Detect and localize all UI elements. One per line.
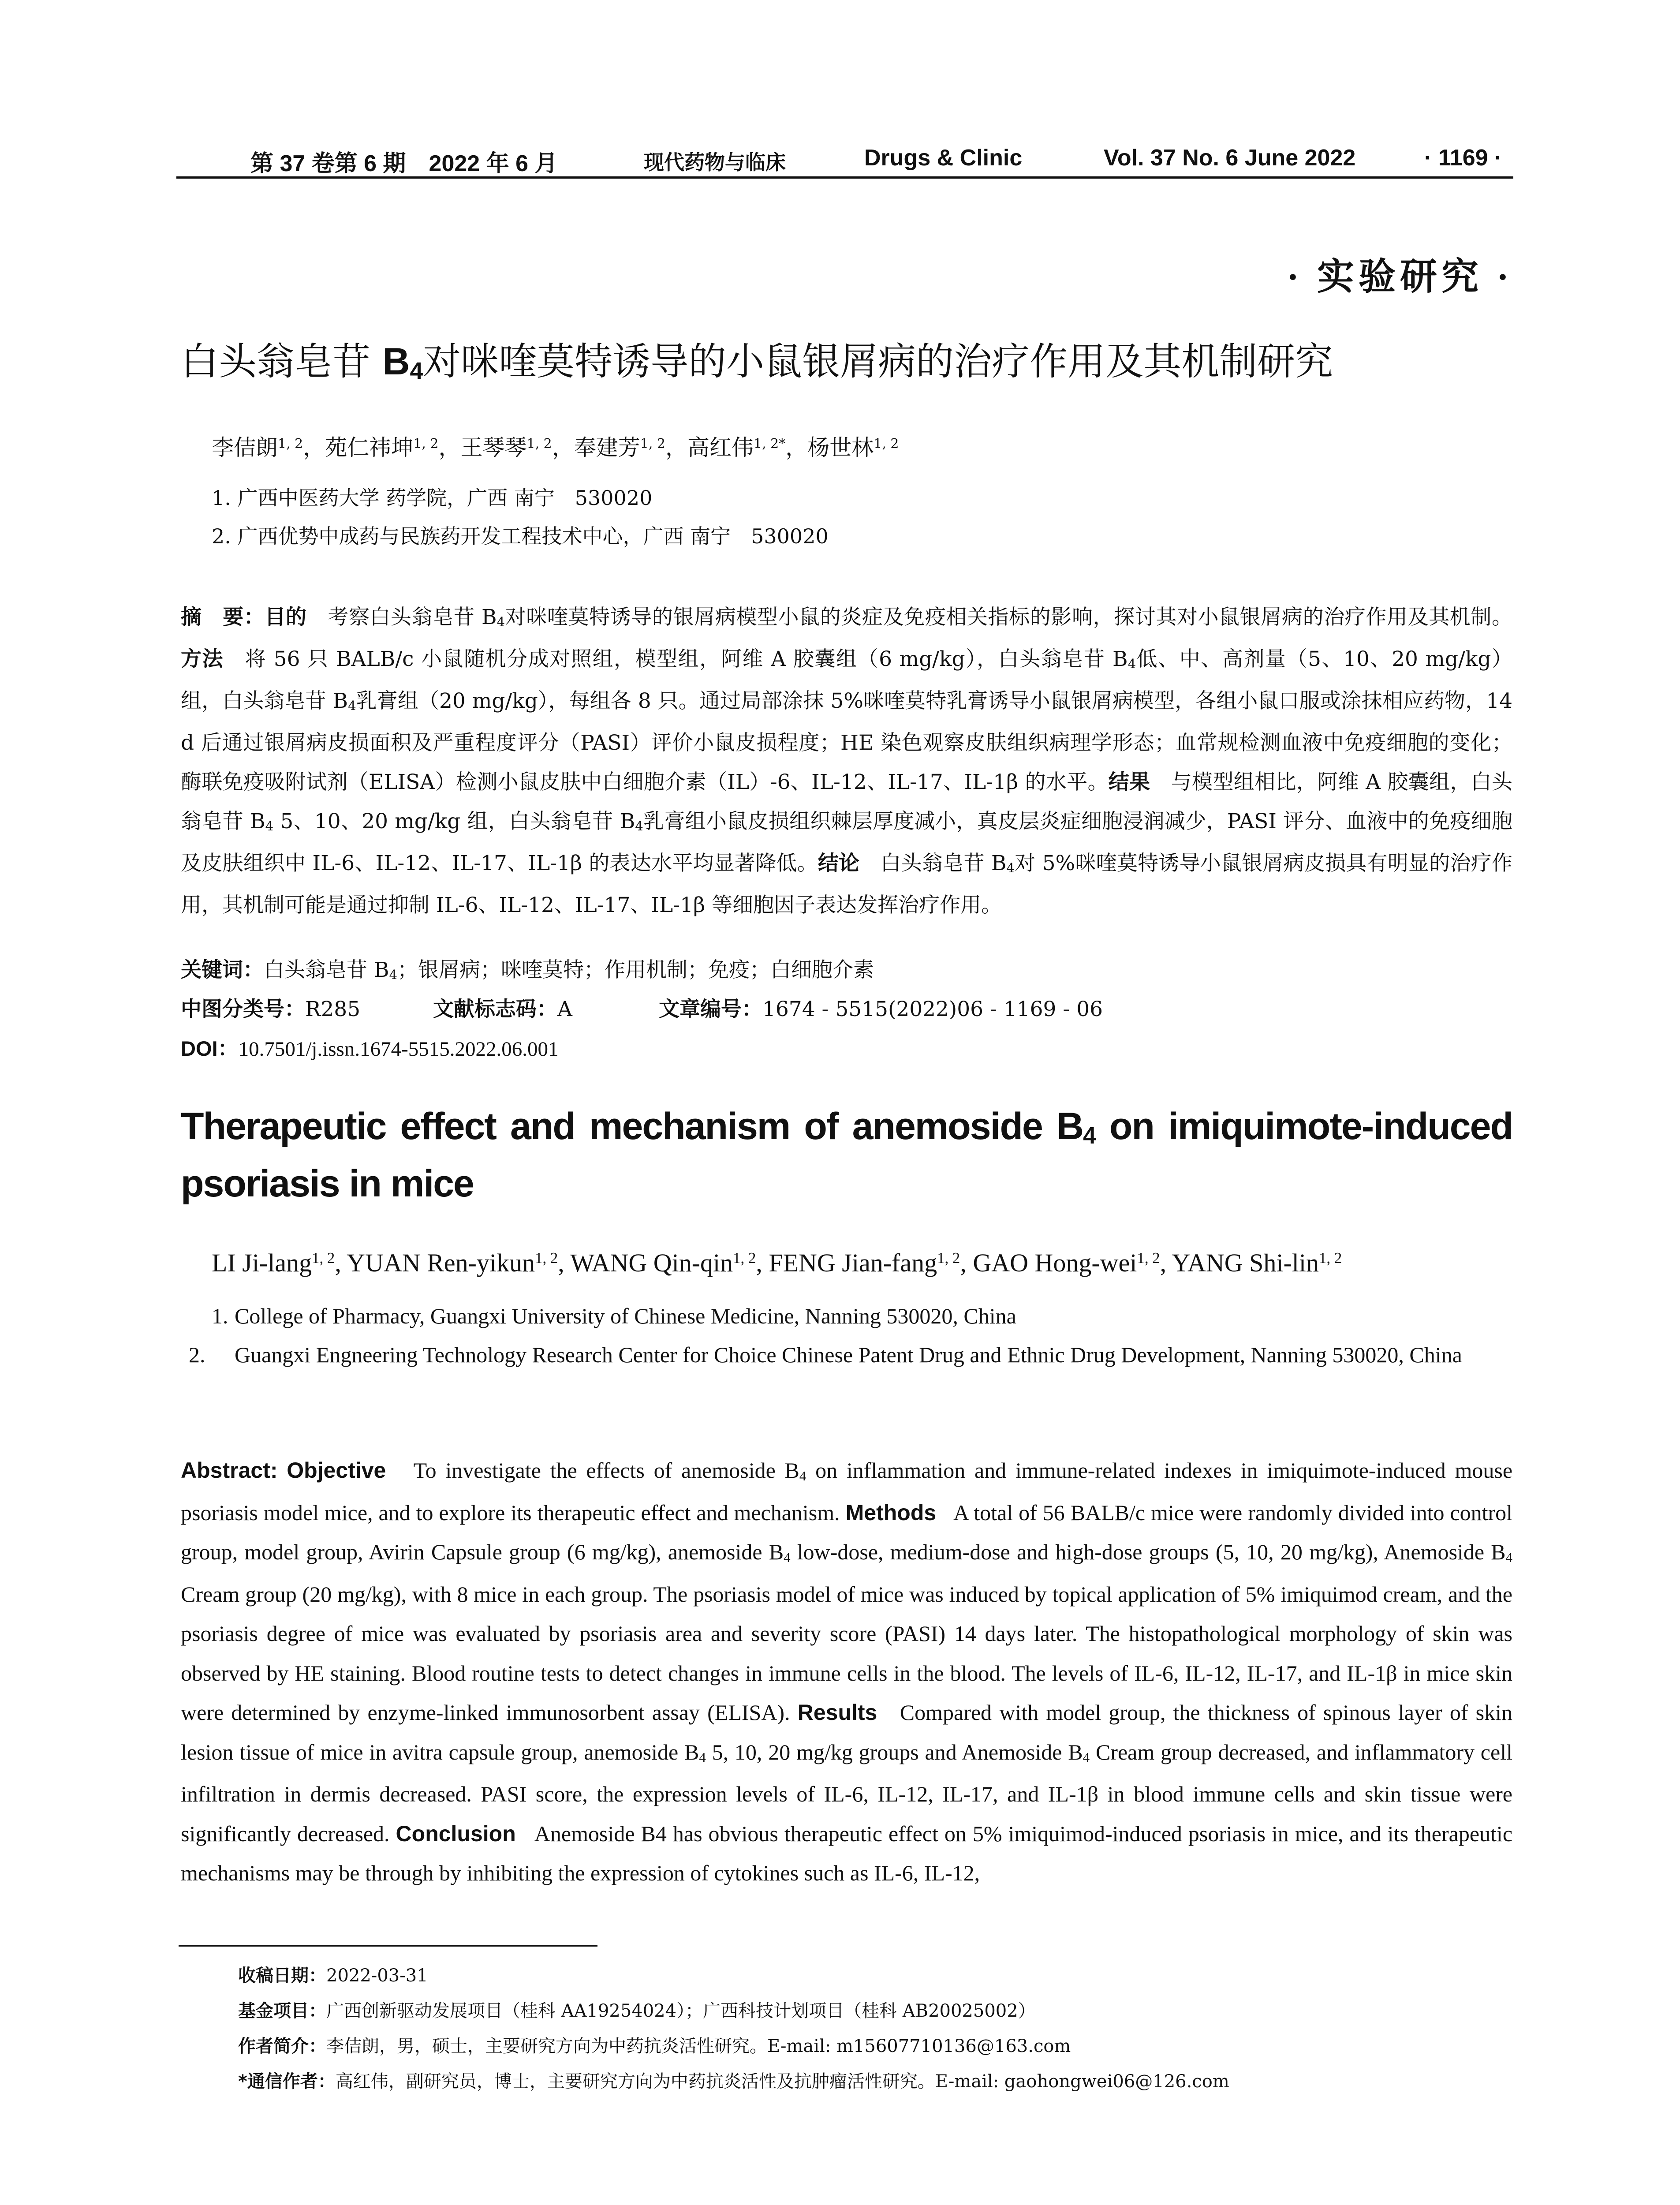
doi-link[interactable]: 10.7501/j.issn.1674-5515.2022.06.001 [238,1038,559,1061]
footnote-corresponding: *通信作者：高红伟，副研究员，博士，主要研究方向为中药抗炎活性及抗肿瘤活性研究。E-mail: gaohongwei06@126.com [238,2071,1229,2092]
author-en-3: WANG Qin-qin$^{1, 2}$, [570,1248,769,1277]
author-cn-5: 高红伟$^{1, 2*}$， [687,435,808,460]
footnote-funding: 基金项目：广西创新驱动发展项目（桂科 AA19254024）；广西科技计划项目（桂科 AB20025002） [238,2001,1036,2021]
author-en-2: YUAN Ren-yikun$^{1, 2}$, [347,1248,571,1277]
affiliation-cn-1: 1. 广西中医药大学 药学院，广西 南宁 530020 [212,486,653,510]
journal-name-en: Drugs & Clinic [864,145,1023,171]
running-header [176,140,1513,180]
footnote-author-bio: 作者简介：李佶朗，男，硕士，主要研究方向为中药抗炎活性研究。E-mail: m15607710136@163.com [238,2036,1071,2056]
author-en-4: FENG Jian-fang$^{1, 2}$, [769,1248,973,1277]
footnote-received: 收稿日期：2022-03-31 [238,1966,428,1986]
author-cn-3: 王琴琴$^{1, 2}$， [460,435,574,460]
issue-cn: 第 37 卷第 6 期 2022 年 6 月 [250,151,558,176]
authors-en [212,1248,1342,1278]
author-en-5: GAO Hong-wei$^{1, 2}$, [973,1248,1172,1277]
abstract-cn: 摘 要：目的 考察白头翁皂苷 $B_4$对咪喹莫特诱导的银屑病模型小鼠的炎症及免疫相关指标的影响，探讨其对小鼠银屑病的治疗作用及其机制。方法 将 56 只 BALB/c 小鼠随机分成对照组，模型组，阿维 A 胶囊组（6 mg/kg），白头翁皂苷 $B_4$低、中、高剂量（5、10、20 mg/kg）组，白头翁皂苷 $B_4$乳膏组（20 mg/kg），每组各 8 只。通过局部涂抹 5%咪喹莫特乳膏诱导小鼠银屑病模型，各组小鼠口服或涂抹相应药物，14 d 后通过银屑病皮损面积及严重程度评分（PASI）评价小鼠皮损程度；HE 染色观察皮肤组织病理学形态；血常规检测血液中免疫细胞的变化；酶联免疫吸附试剂（ELISA）检测小鼠皮肤中白细胞介素（IL）-6、IL-12、IL-17、IL-1β 的水平。结果 与模型组相比，阿维 A 胶囊组，白头翁皂苷 $B_4$ 5、10、20 mg/kg 组，白头翁皂苷 $B_4$乳膏组小鼠皮损组织棘层厚度减小，真皮层炎症细胞浸润减少，PASI 评分、血液中的免疫细胞及皮肤组织中 IL-6、IL-12、IL-17、IL-1β 的表达水平均显著降低。结论 白头翁皂苷 $B_4$对 5%咪喹莫特诱导小鼠银屑病皮损具有明显的治疗作用，其机制可能是通过抑制 IL-6、IL-12、IL-17、IL-1β 等细胞因子表达发挥治疗作用。 [181,605,1513,917]
abstract-en: Abstract: Objective To investigate the effects of anemoside $B_4$ on inflammation and immune-related indexes in imiquimote-induced mouse psoriasis model mice, and to explore its therapeutic effect and mechanism. Methods A total of 56 BALB/c mice were randomly divided into control group, model group, Avirin Capsule group (6 mg/kg), anemoside $B_4$ low-dose, medium-dose and high-dose groups (5, 10, 20 mg/kg), Anemoside $B_4$ Cream group (20 mg/kg), with 8 mice in each group. The psoriasis model of mice was induced by topical application of 5% imiquimod cream, and the psoriasis degree of mice was evaluated by psoriasis area and severity score (PASI) 14 days later. The histopathological morphology of skin was observed by HE staining. Blood routine tests to detect changes in immune cells in the blood. The levels of IL-6, IL-12, IL-17, and IL-1β in mice skin were determined by enzyme-linked immunosorbent assay (ELISA). Results Compared with model group, the thickness of spinous layer of skin lesion tissue of mice in avitra capsule group, anemoside $B_4$ 5, 10, 20 mg/kg groups and Anemoside $B_4$ Cream group decreased, and inflammatory cell infiltration in dermis decreased. PASI score, the expression levels of IL-6, IL-12, IL-17, and IL-1β in blood immune cells and skin tissue were significantly decreased. Conclusion Anemoside B4 has obvious therapeutic effect on 5% imiquimod-induced psoriasis in mice, and its therapeutic mechanisms may be through by inhibiting the expression of cytokines such as IL-6, IL-12, [181,1458,1513,1885]
author-cn-1: 李佶朗$^{1, 2}$， [212,435,325,460]
section-label: · 实验研究 · [1286,257,1513,298]
title-cn: 白头翁皂苷 $B_4$对咪喹莫特诱导的小鼠银屑病的治疗作用及其机制研究 [181,340,1333,384]
affiliation-cn-2: 2. 广西优势中成药与民族药开发工程技术中心，广西 南宁 530020 [212,524,829,548]
affiliation-en-1: 1. College of Pharmacy, Guangxi University of Chinese Medicine, Nanning 530020, China [212,1304,1016,1328]
keywords-cn: 关键词：白头翁皂苷 $B_4$；银屑病；咪喹莫特；作用机制；免疫；白细胞介素 [181,958,874,983]
authors-cn [212,430,899,462]
page-number: · 1169 · [1424,145,1502,171]
issue-en: Vol. 37 No. 6 June 2022 [1104,145,1356,171]
header-rule [176,176,1513,179]
author-en-1: LI Ji-lang$^{1, 2}$, [212,1248,347,1277]
author-cn-6: 杨世林$^{1, 2}$ [807,435,899,460]
author-cn-4: 奉建芳$^{1, 2}$， [574,435,687,460]
journal-name-cn: 现代药物与临床 [644,150,786,174]
classification-line: 中图分类号：R285 文献标志码：A 文章编号：1674 - 5515(2022)06 - 1169 - 06 [181,997,1103,1021]
footnote-rule [179,1945,597,1947]
doi-line: DOI：10.7501/j.issn.1674-5515.2022.06.001 [181,1037,559,1061]
affiliation-en-2: 2. Guangxi Engneering Technology Research Center for Choice Chinese Patent Drug and Ethnic Drug Development, Nanning 530020, China [189,1342,1462,1367]
author-cn-2: 苑仁祎坤$^{1, 2}$， [325,435,461,460]
author-en-6: YANG Shi-lin$^{1, 2}$ [1172,1248,1342,1277]
title-en: Therapeutic effect and mechanism of anemoside $B_4$ on imiquimote-induced psoriasis in mice [181,1105,1512,1205]
